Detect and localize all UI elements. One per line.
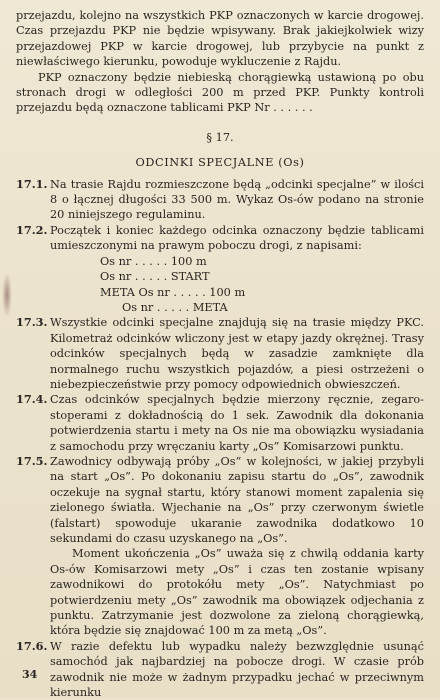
- item-text: Wszystkie odcinki specjalne znajdują się na trasie między PKC. Kilometraż odcinków wliczony jest w etapy jazdy okrężnej. Trasy odcinków specjalnych będą w zasadzie zamknięte dla normalnego ruchu wszystkich pojazdów, a piesi ostrzeżeni o niebezpieczeństwie przy pomocy odpowiednich obwieszczeń.: [50, 316, 424, 391]
- item-17-4: [16, 392, 424, 454]
- item-17-3: [16, 315, 424, 392]
- item-text-continued: Moment ukończenia „Os” uważa się z chwilą oddania karty Os-ów Komisarzowi mety „Os” i czas ten zostanie wpisany zawodnikowi do protokółu mety „Os”. Natychmiast po potwierdzeniu mety „Os” zawodnik ma obowiązek odjechania z punktu. Zatrzymanie jest dozwolone za zieloną chorągiewką, która będzie się znajdować 100 m za metą „Os”.: [50, 547, 424, 638]
- item-text: Początek i koniec każdego odcinka oznaczony będzie tablicami umieszczonymi na prawym poboczu drogi, z napisami:: [50, 223, 424, 253]
- item-17-6: [16, 639, 424, 700]
- sign-line-1: Os nr . . . . . 100 m: [100, 254, 207, 268]
- page-number: 34: [22, 668, 38, 681]
- item-number: 17.5.: [16, 453, 48, 468]
- item-text: W razie defektu lub wypadku należy bezwzględnie usunąć samochód jak najbardziej na pobocze drogi. W czasie prób zawodnik nie może w żadnym przypadku jechać w przeciwnym kierunku: [50, 639, 424, 700]
- page-stain: [2, 272, 12, 318]
- sign-line-4: Os nr . . . . . META: [122, 300, 228, 314]
- item-number: 17.2.: [16, 222, 48, 237]
- top-paragraph-2: PKP oznaczony będzie niebieską chorągiewką ustawioną po obu stronach drogi w odległości 200 m przed PKP. Punkty kontroli przejazdu będą oznaczone tablicami PKP Nr . . . . . .: [16, 70, 424, 115]
- item-text: Zawodnicy odbywają próby „Os” w kolejności, w jakiej przybyli na start „Os”. Po dokonaniu zapisu startu do „Os”, zawodnik oczekuje na sygnał startu, który stanowi moment zapalenia się zielonego światła. Wjechanie na „Os” przy czerwonym świetle (falstart) spowoduje ukaranie zawodnika dodatkowo 10 sekundami do czasu uzyskanego na „Os”.: [50, 454, 424, 545]
- section-number: § 17.: [206, 130, 234, 144]
- item-17-2: [16, 223, 424, 315]
- item-17-5: [16, 454, 424, 639]
- item-number: 17.6.: [16, 638, 48, 653]
- item-text: Na trasie Rajdu rozmieszczone będą „odcinki specjalne” w ilości 8 o łącznej długości 33 500 m. Wykaz Os-ów podano na stronie 20 niniejszego regulaminu.: [50, 177, 424, 222]
- top-paragraph-1: przejazdu, kolejno na wszystkich PKP oznaczonych w karcie drogowej. Czas przejazdu PKP nie będzie wpisywany. Brak jakiejkolwiek wizy przejazdowej PKP w karcie drogowej, lub przybycie na punkt z niewłaściwego kierunku, powoduje wykluczenie z Rajdu.: [16, 9, 424, 69]
- sign-line-3: META Os nr . . . . . 100 m: [100, 285, 246, 299]
- item-text: Czas odcinków specjalnych będzie mierzony ręcznie, zegaro-stoperami z dokładnością do 1 sek. Zawodnik dla dokonania potwierdzenia startu i mety na Os nie ma obowiązku wysiadania z samochodu przy wręczaniu karty „Os” Komisarzowi punktu.: [50, 393, 424, 453]
- item-number: 17.3.: [16, 315, 48, 330]
- item-number: 17.4.: [16, 392, 48, 407]
- item-number: 17.1.: [16, 176, 48, 191]
- section-title: ODCINKI SPECJALNE (Os): [135, 156, 305, 170]
- sign-line-2: Os nr . . . . . START: [100, 270, 210, 284]
- item-17-1: [16, 177, 424, 223]
